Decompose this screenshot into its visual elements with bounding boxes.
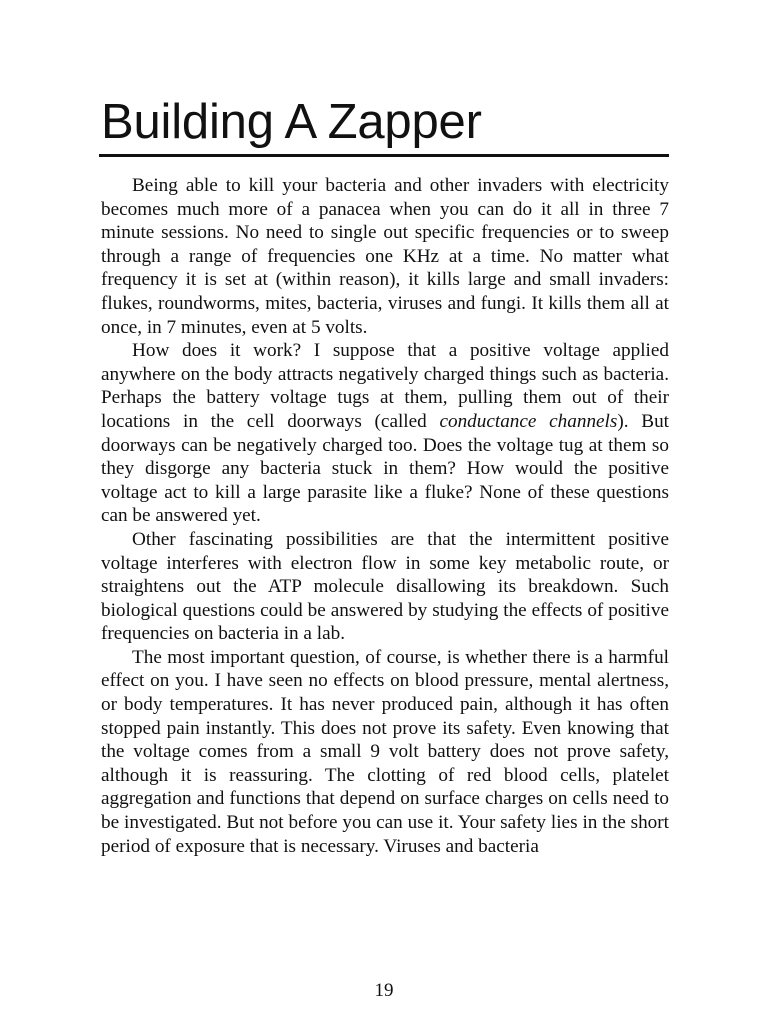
paragraph-1: Being able to kill your bacteria and other invaders with electricity becomes much more of a panacea when you can do it all in three 7 minute sessions. No need to single out specific frequencies or to sweep through a range of frequencies one KHz at a time. No matter what frequency it is set at (within reason), it kills large and small invaders: flukes, roundworms, mites, bacteria, viruses and fungi. It kills them all at once, in 7 minutes, even at 5 volts. (101, 175, 669, 338)
paragraph-2-text-after: ). But doorways can be negatively charged too. Does the voltage tug at them so they disgorge any bacteria stuck in them? How would the positive voltage act to kill a large parasite like a fluke? None of these questions can be answered yet. (101, 410, 669, 527)
paragraph-3: Other fascinating possibilities are that the intermittent positive voltage interferes with electron flow in some key metabolic route, or straightens out the ATP molecule disallowing its breakdown. Such biological questions could be answered by studying the effects of positive frequencies on bacteria in a lab. (101, 528, 669, 645)
body-text (101, 174, 669, 858)
title-underline-rule (99, 154, 669, 157)
paragraph-2-italic-term: conductance channels (439, 410, 618, 432)
paragraph-4: The most important question, of course, is whether there is a harmful effect on you. I have seen no effects on blood pressure, mental alertness, or body temperatures. It has never produced pain, although it has often stopped pain instantly. This does not prove its safety. Even knowing that the voltage comes from a small 9 volt battery does not prove safety, although it is reassuring. The clotting of red blood cells, platelet aggregation and functions that depend on surface charges on cells need to be investigated. But not before you can use it. Your safety lies in the short period of exposure that is necessary. Viruses and bacteria (101, 646, 669, 857)
chapter-title: Building A Zapper (101, 95, 482, 149)
paragraph-2-text-before: How does it work? I suppose that a positive voltage applied anywhere on the body attracts negatively charged things such as bacteria. Perhaps the battery voltage tugs at them, pulling them out of their locations in the cell doorways (called (101, 340, 669, 432)
page-number: 19 (374, 980, 394, 1001)
paragraph-2 (101, 339, 669, 528)
